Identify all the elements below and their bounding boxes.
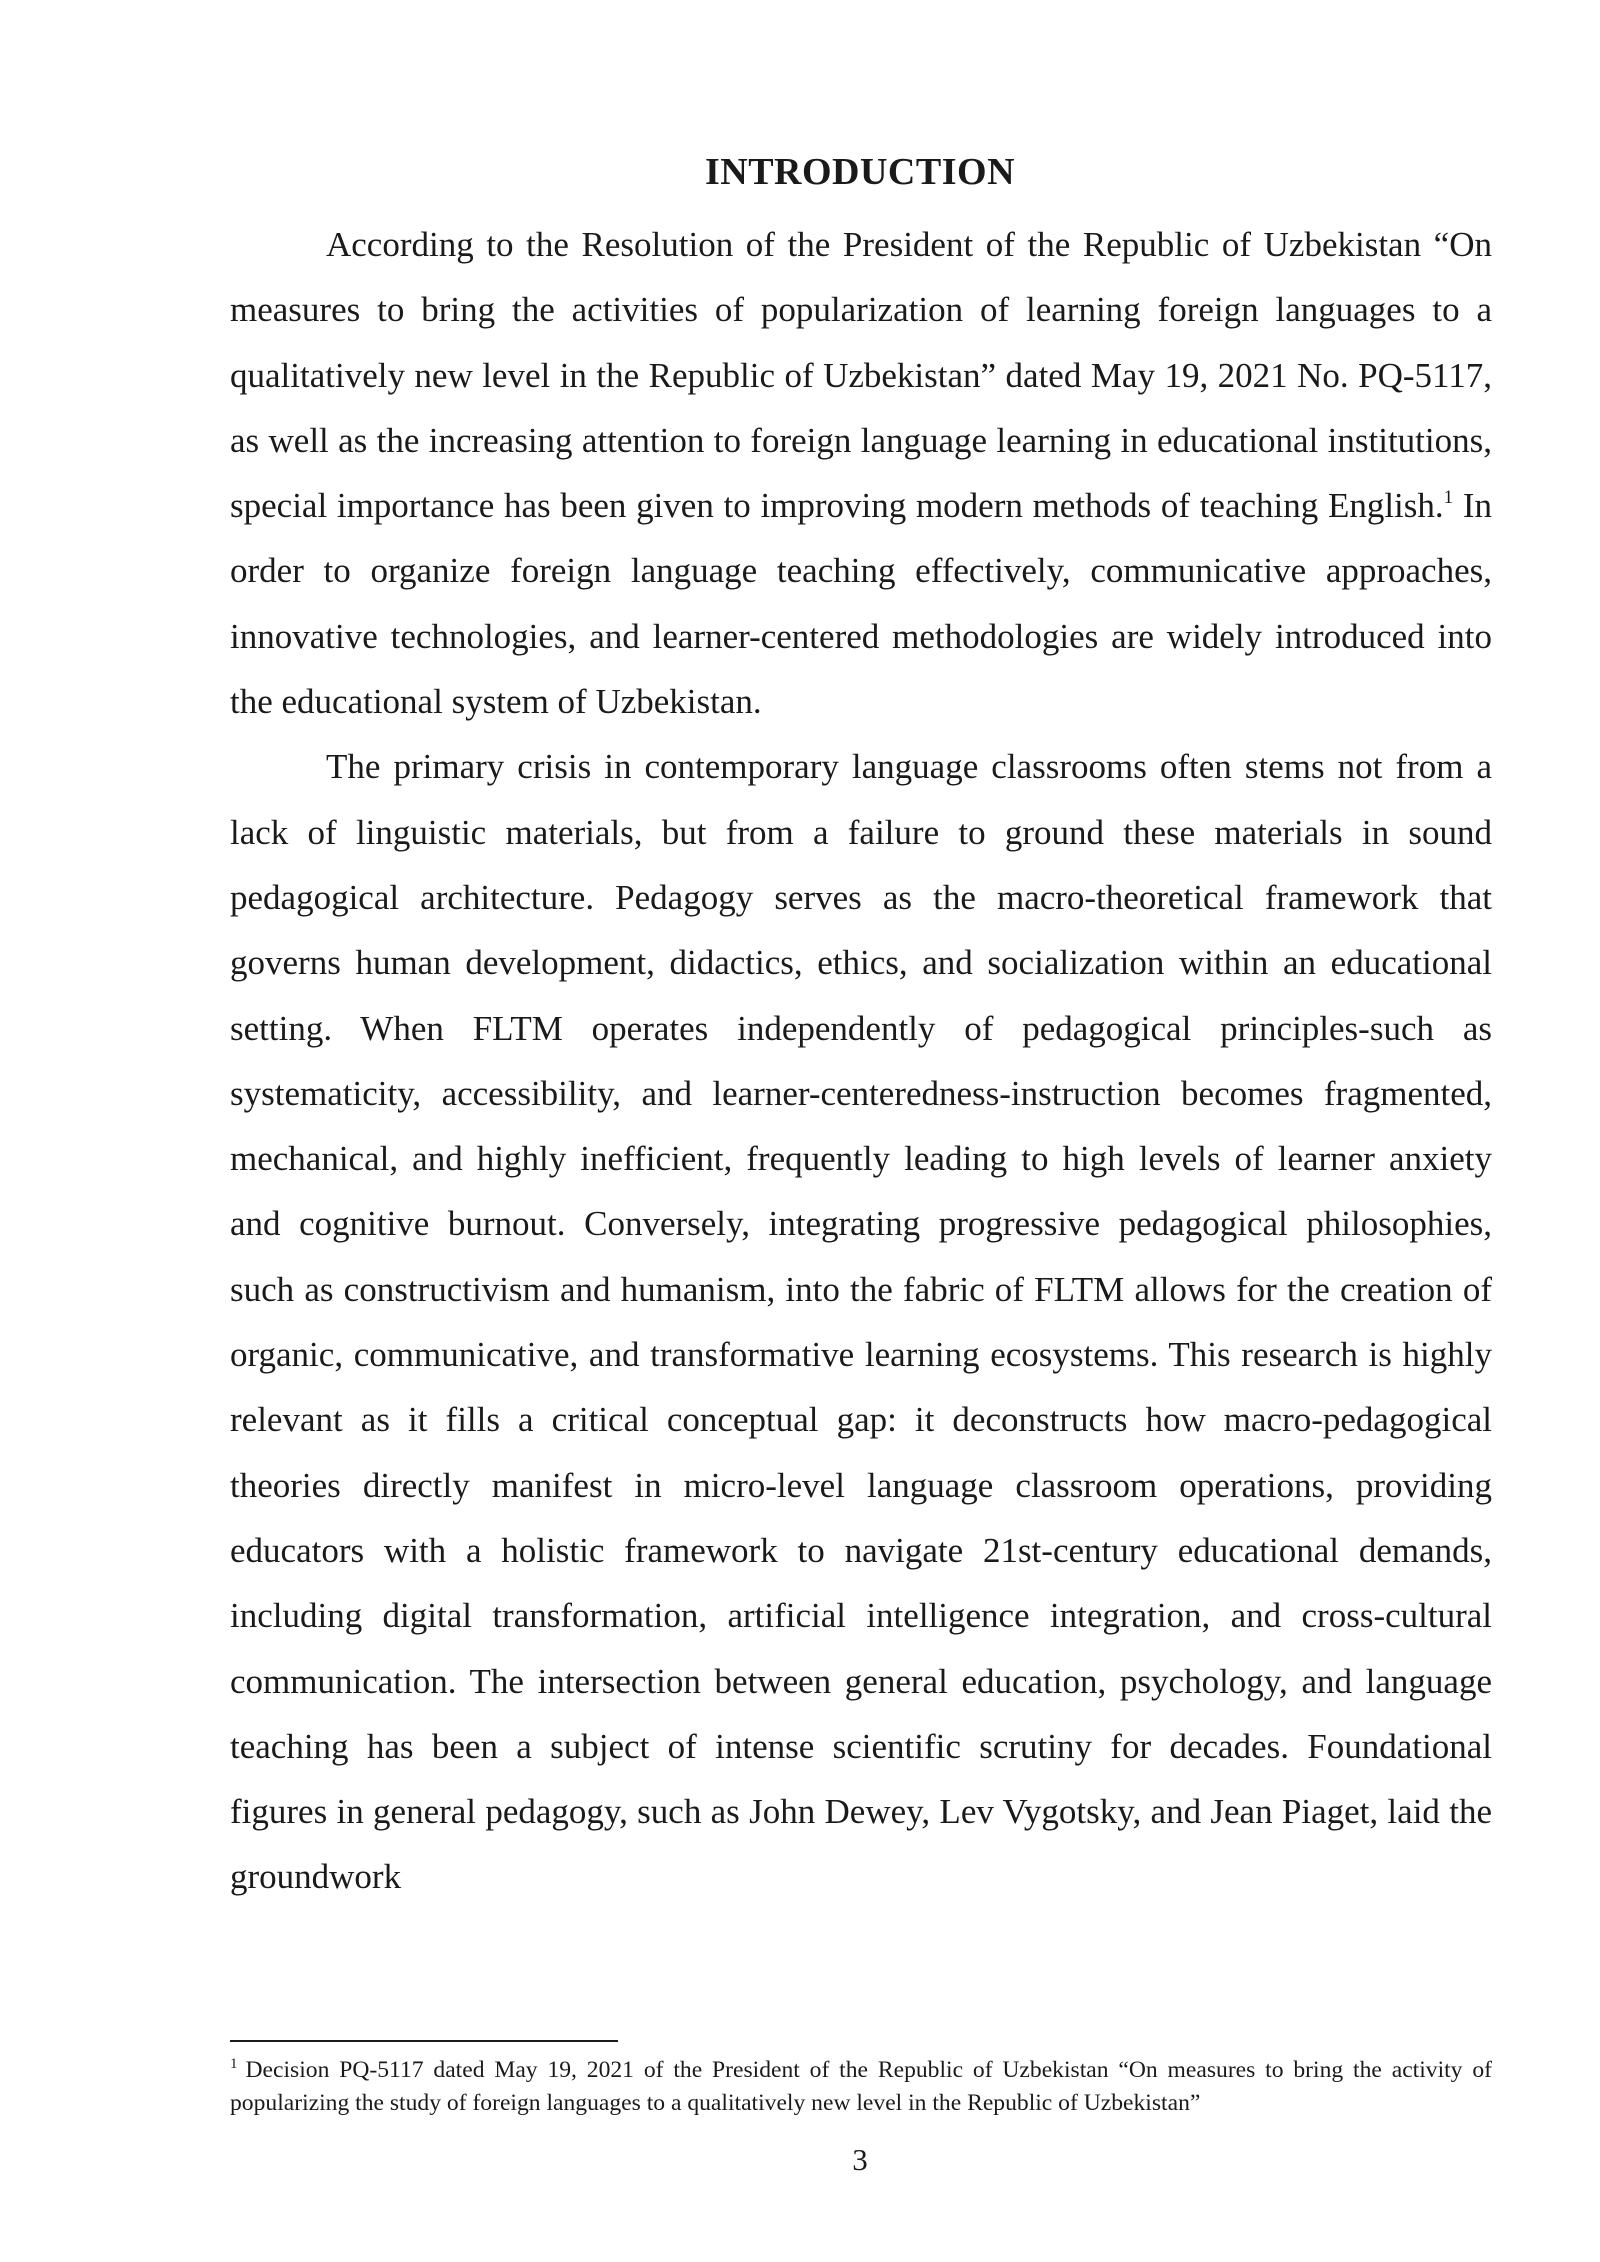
paragraph-1-text: According to the Resolution of the President of the Republic of Uzbekistan “On measures to bring the activities of popularization of learning foreign languages to a qualitatively new level in the Republic of Uzbekistan” dated May 19, 2021 No. PQ-5117, as well as the increasing attention to foreign language learning in educational institutions, special importance has been given to improving modern methods of teaching English. [230, 225, 1492, 526]
page-number: 3 [852, 2142, 868, 2177]
footnote-mark: 1 [230, 2056, 238, 2072]
paragraph-1 [230, 212, 1492, 734]
section-heading: INTRODUCTION [704, 151, 1016, 193]
footnote [230, 2054, 1492, 2120]
paragraph-1-continuation: In order to organize foreign language teaching effectively, communicative approaches, innovative technologies, and learner-centered methodologies are widely introduced into the educational system of Uzbekistan. [230, 486, 1492, 722]
footnote-separator [230, 2040, 618, 2042]
footnote-text: Decision PQ-5117 dated May 19, 2021 of the President of the Republic of Uzbekistan “On measures to bring the activity of popularizing the study of foreign languages to a qualitatively new level in the Republic of Uzbekistan” [230, 2057, 1492, 2116]
paragraph-2: The primary crisis in contemporary language classrooms often stems not from a lack of linguistic materials, but from a failure to ground these materials in sound pedagogical architecture. Pedagogy serves as the macro-theoretical framework that governs human development, didactics, ethics, and socialization within an educational setting. When FLTM operates independently of pedagogical principles-such as systematicity, accessibility, and learner-centeredness-instruction becomes fragmented, mechanical, and highly inefficient, frequently leading to high levels of learner anxiety and cognitive burnout. Conversely, integrating progressive pedagogical philosophies, such as constructivism and humanism, into the fabric of FLTM allows for the creation of organic, communicative, and transformative learning ecosystems. This research is highly relevant as it fills a critical conceptual gap: it deconstructs how macro-pedagogical theories directly manifest in micro-level language classroom operations, providing educators with a holistic framework to navigate 21st-century educational demands, including digital transformation, artificial intelligence integration, and cross-cultural communication. The intersection between general education, psychology, and language teaching has been a subject of intense scientific scrutiny for decades. Foundational figures in general pedagogy, such as John Dewey, Lev Vygotsky, and Jean Piaget, laid the groundwork [230, 747, 1492, 1897]
footnote-reference[interactable]: 1 [1443, 487, 1454, 509]
body-text [230, 212, 1492, 1910]
